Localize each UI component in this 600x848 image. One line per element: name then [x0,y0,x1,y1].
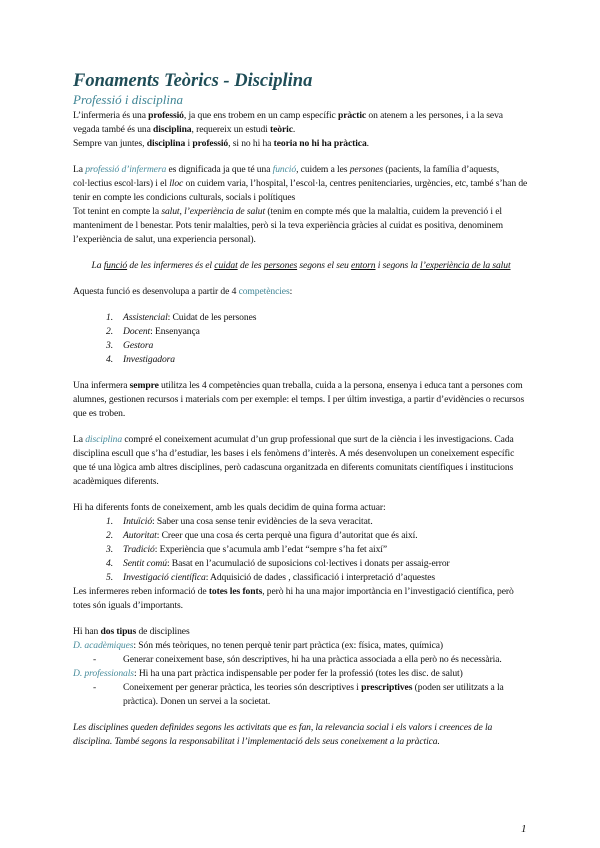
list-description: : Ensenyança [150,326,200,337]
list-item [73,325,529,339]
text-run: : Són més teòriques, no tenen perquè tenir part pràctica (ex: física, mates, química) [133,640,444,651]
text-run: , però hi ha una major importància en l’investigació científica, però totes són iguals d’importants. [73,586,514,611]
list-item [73,543,529,557]
paragraph-salut [73,205,529,247]
paragraph-closing: Les disciplines queden definides segons les activitats que es fan, la relevancia social i els valors i creences de la disciplina. També segons la responsabilitat i l’implementació dels seus coneixement a la pràctica. [73,722,493,747]
list-term: Investigadora [123,354,175,365]
emphasis-text: D. professionals [73,668,134,679]
emphasis-text: l’experiència de la salut [420,260,511,271]
text-run: (pacients, la família d’aquests, col·lectius escol·lars) i el [73,164,500,189]
list-item [73,571,529,585]
page-title: Fonaments Teòrics - Disciplina [73,71,313,91]
text-run: : [289,286,293,297]
quote-funcio [73,259,529,273]
paragraph-disciplina [73,433,529,489]
list-number: 3. [106,544,113,555]
emphasis-text: cuidat [214,260,238,271]
emphasis-text: l’experiència de salut [184,206,266,217]
text-run: La [91,260,104,271]
text-run: Hi han [73,626,101,637]
list-term: Autoritat [123,530,157,541]
section-heading: Professió i disciplina [73,92,184,107]
text-run: Una infermera [73,380,130,391]
dash-text [123,682,504,707]
emphasis-text: persones [349,164,384,175]
list-item [73,515,529,529]
list-number: 5. [106,572,113,583]
text-run: Generar coneixement base, són descriptives, hi ha una pràctica associada a ella però no és necessària. [123,654,502,665]
list-item [73,353,529,367]
emphasis-text: professió [148,110,184,121]
list-term: Investigació científica [123,572,206,583]
dash-text [123,654,502,665]
text-run: Sempre van juntes, [73,138,147,149]
list-term: Sentit comú [123,558,167,569]
text-run: compré el coneixement acumulat d’un grup professional que surt de la ciència i les investigacions. Cada disciplina escull que s’ha d’estudiar, les bases i els fenòmens d’interès. A més desenvolupen un coneixement específic que té una lògica amb altres disciplines, però cadascuna organitzada en diferents comunitats científiques i institucions acadèmiques diferents. [73,434,515,487]
emphasis-text: teoria no hi ha pràctica [273,138,367,149]
text-run: , si no hi ha [228,138,274,149]
list-number: 4. [106,354,113,365]
list-term: Tradició [123,544,155,555]
dash-item [73,681,529,709]
text-run: , [179,206,185,217]
text-run: Tot tenint en compte la [73,206,162,217]
text-run: utilitza les 4 competències quan treballa, cuida a la persona, ensenya i educa tant a persones com alumnes, gestionen recursos i materials com per exemple: el temps. I per últim investiga, a partir d’evidències o recursos que es troben. [73,380,525,419]
text-run: (tenim en compte més que la malaltia, cuidem la prevenció i el manteniment de l benestar. Pots tenir malalties, però si la teva experiència gràcies al cuidat es positiva, denominem l’experiència de salut, una experiencia personal). [73,206,504,245]
emphasis-text: totes les fonts [208,586,263,597]
text-run: (poden ser utilitzats a la pràctica). Donen un servei a la societat. [123,682,504,707]
emphasis-text: lloc [169,178,184,189]
list-description: : Saber una cosa sense tenir evidències de la seva veracitat. [152,516,373,527]
emphasis-text: D. acadèmiques [73,640,134,651]
list-number: 3. [106,340,113,351]
text-run: . [292,124,296,135]
list-number: 2. [106,530,113,541]
text-run: , cuidem a les [296,164,350,175]
paragraph-fonts [73,501,529,515]
emphasis-text: persones [263,260,298,271]
paragraph-intro [73,109,529,137]
emphasis-text: professió [192,138,229,149]
text-run: i [185,138,193,149]
text-run: de disciplines [136,626,190,637]
fonts-list [73,515,529,585]
emphasis-text: dos tipus [100,626,137,637]
list-item [73,339,529,353]
paragraph-totes-fonts [73,585,529,613]
list-description: : Cuidat de les persones [167,312,257,323]
paragraph-professionals [73,667,529,681]
text-run: segons el seu [297,260,352,271]
text-run: de les [237,260,264,271]
text-run: on cuidem varia, l’hospital, l’escol·la, centres penitenciaries, urgències, etc, també s’han de tenir en compte les condicions culturals, socials i polítiques [73,178,528,203]
dash-bullet: - [93,654,97,665]
dash-bullet: - [93,682,97,693]
list-description: : Basat en l’acumulació de suposicions col·lectives i donats per assaig-error [166,558,450,569]
emphasis-text: sempre [129,380,159,391]
emphasis-text: entorn [351,260,376,271]
list-description: : Adquisició de dades , classificació i interpretació d’aquestes [205,572,436,583]
emphasis-text: funció [272,164,297,175]
list-item [73,529,529,543]
text-run: La [73,164,86,175]
emphasis-text: disciplina [85,434,123,445]
emphasis-text: funció [103,260,128,271]
emphasis-text: professió d’infermera [85,164,167,175]
text-run: . [366,138,369,149]
text-run: L’infermeria és una [73,110,149,121]
list-number: 4. [106,558,113,569]
emphasis-text: teòric [270,124,293,135]
paragraph-professio [73,163,529,205]
list-item [73,557,529,571]
text-run: es dignificada ja que té una [166,164,273,175]
text-run: on atenem a les persones, i a la seva vegada també és una [73,110,503,135]
list-term: Assistencial [123,312,168,323]
paragraph-intro-2 [73,137,529,151]
list-description: : Creer que una cosa és certa perquè una figura d’autoritat que és així. [156,530,418,541]
list-description: : Experiència que s’acumula amb l’edat “sempre s’ha fet així” [154,544,388,555]
text-run: Hi ha diferents fonts de coneixement, amb les quals decidim de quina forma actuar: [73,502,386,513]
emphasis-text: competències [238,286,290,297]
list-term: Gestora [123,340,154,351]
paragraph-competencies [73,285,529,299]
list-term: Intuïció [123,516,153,527]
text-run: La [73,434,86,445]
emphasis-text: disciplina [153,124,192,135]
dash-item [73,653,529,667]
text-run: : Hi ha una part pràctica indispensable per poder fer la professió (totes les disc. de salut) [133,668,463,679]
emphasis-text: salut [161,206,180,217]
competencies-list [73,311,529,367]
text-run: , ja que ens trobem en un camp específic [183,110,339,121]
emphasis-text: pràctic [338,110,367,121]
text-run: Coneixement per generar pràctica, les teories són descriptives i [123,682,362,693]
text-run: Les infermeres reben informació de [73,586,209,597]
list-number: 1. [106,312,113,323]
paragraph-academiques [73,639,529,653]
paragraph-tipus [73,625,529,639]
document-page [73,70,529,749]
text-run: Aquesta funció es desenvolupa a partir de 4 [73,286,239,297]
list-term: Docent [123,326,151,337]
paragraph-sempre [73,379,529,421]
list-number: 1. [106,516,113,527]
list-number: 2. [106,326,113,337]
emphasis-text: prescriptives [361,682,413,693]
page-number: 1 [521,823,527,835]
text-run: i segons la [375,260,421,271]
text-run: de les infermeres és el [127,260,215,271]
emphasis-text: disciplina [146,138,186,149]
text-run: , requereix un estudi [191,124,271,135]
list-item [73,311,529,325]
